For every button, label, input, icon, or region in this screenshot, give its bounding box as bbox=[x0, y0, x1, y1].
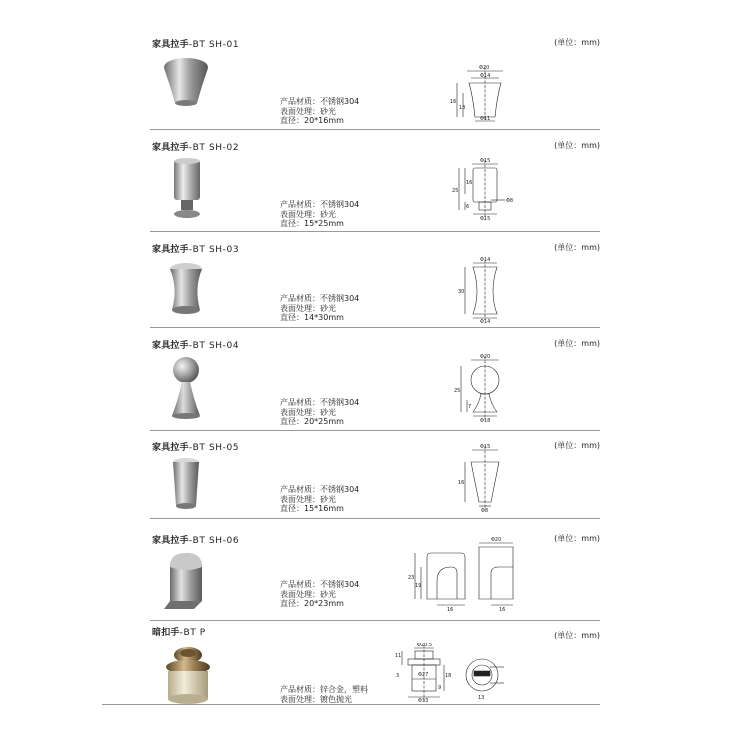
spec-text bbox=[280, 398, 359, 427]
dim-label: 25 bbox=[454, 388, 461, 394]
section-title: 暗扣手-BT P bbox=[152, 628, 206, 638]
spec-material: 产品材质：锌合金，塑料 bbox=[280, 685, 368, 694]
spec-surface: 表面处理：砂光 bbox=[280, 303, 336, 313]
dim-label: 18 bbox=[445, 673, 452, 679]
spec-material: 产品材质：不锈钢304 bbox=[280, 485, 360, 494]
product-section-bt-sh-05 bbox=[150, 440, 600, 518]
spec-surface: 表面处理：镀色抛光 bbox=[280, 694, 352, 704]
spec-material: 产品材质：不锈钢304 bbox=[280, 200, 360, 209]
spec-surface: 表面处理：砂光 bbox=[280, 494, 336, 504]
product-section-bt-sh-02 bbox=[150, 140, 600, 232]
spec-text bbox=[280, 685, 368, 704]
spec-material: 产品材质：不锈钢304 bbox=[280, 294, 360, 303]
dim-label: 3 bbox=[396, 673, 400, 679]
spec-size: 直径：20*23mm bbox=[280, 599, 344, 608]
section-title: 家具拉手-BT SH-04 bbox=[152, 341, 240, 351]
section-divider bbox=[150, 430, 600, 431]
technical-drawing bbox=[382, 643, 512, 705]
dim-label: Φ8 bbox=[481, 508, 489, 514]
dim-label: Φ14 bbox=[480, 73, 491, 79]
spec-text bbox=[280, 294, 359, 323]
section-divider bbox=[150, 620, 600, 621]
spec-material: 产品材质：不锈钢304 bbox=[280, 580, 360, 589]
spec-text bbox=[280, 580, 359, 609]
spec-material: 产品材质：不锈钢304 bbox=[280, 97, 360, 106]
spec-surface: 表面处理：砂光 bbox=[280, 106, 336, 116]
product-photo-knob bbox=[156, 260, 216, 318]
technical-drawing bbox=[445, 63, 525, 125]
dim-label: Φ8 bbox=[506, 198, 514, 204]
unit-label: (单位：mm) bbox=[554, 441, 600, 450]
product-photo-knob bbox=[156, 55, 216, 111]
bottom-rule bbox=[102, 704, 600, 705]
dim-label: Φ15 bbox=[480, 216, 491, 222]
spec-size: 直径：20*25mm bbox=[280, 417, 344, 426]
dim-label: Φ33 bbox=[418, 698, 429, 704]
dim-label: Φ15 bbox=[480, 158, 491, 164]
dim-label: 30 bbox=[458, 289, 465, 295]
dim-label: 9 bbox=[438, 685, 442, 691]
product-section-bt-sh-03 bbox=[150, 242, 600, 327]
dim-label: 23 bbox=[408, 575, 415, 581]
dim-label: 19 bbox=[415, 583, 422, 589]
unit-label: (单位：mm) bbox=[554, 141, 600, 150]
section-title: 家具拉手-BT SH-05 bbox=[152, 443, 240, 453]
product-photo-knob bbox=[156, 156, 216, 220]
dim-label: 16 bbox=[466, 180, 473, 186]
dim-label: 11 bbox=[395, 653, 402, 659]
technical-drawing bbox=[445, 352, 525, 424]
dim-label: Φ20 bbox=[491, 537, 502, 543]
dim-label: 13 bbox=[478, 695, 485, 701]
product-photo-latch bbox=[158, 643, 218, 705]
spec-size: 直径：20*16mm bbox=[280, 116, 344, 125]
spec-text bbox=[280, 485, 359, 514]
spec-surface: 表面处理：砂光 bbox=[280, 589, 336, 599]
section-divider bbox=[150, 518, 600, 519]
product-section-bt-p bbox=[150, 625, 600, 705]
dim-label: 16 bbox=[499, 607, 506, 613]
section-title: 家具拉手-BT SH-02 bbox=[152, 143, 240, 153]
dim-label: Φ20 bbox=[480, 354, 491, 360]
product-section-bt-sh-06 bbox=[150, 533, 600, 619]
section-divider bbox=[150, 327, 600, 328]
spec-surface: 表面处理：砂光 bbox=[280, 407, 336, 417]
dim-label: 25 bbox=[452, 188, 459, 194]
product-photo-knob bbox=[156, 454, 216, 514]
dim-label: Φ20.5 bbox=[417, 643, 433, 648]
dim-label: Φ14 bbox=[480, 319, 491, 324]
section-divider bbox=[150, 129, 600, 130]
spec-text bbox=[280, 97, 359, 126]
spec-size: 直径：15*16mm bbox=[280, 504, 344, 513]
technical-drawing bbox=[445, 256, 525, 324]
section-title: 家具拉手-BT SH-01 bbox=[152, 40, 240, 50]
dim-label: Φ27 bbox=[418, 672, 429, 678]
section-divider bbox=[150, 231, 600, 232]
spec-material: 产品材质：不锈钢304 bbox=[280, 398, 360, 407]
dim-label: 7 bbox=[468, 404, 472, 410]
unit-label: (单位：mm) bbox=[554, 534, 600, 543]
section-title: 家具拉手-BT SH-06 bbox=[152, 536, 240, 546]
dim-label: Φ18 bbox=[480, 418, 491, 424]
dim-label: 16 bbox=[458, 480, 465, 486]
technical-drawing bbox=[445, 442, 525, 514]
unit-label: (单位：mm) bbox=[554, 38, 600, 47]
dim-label: 16 bbox=[447, 607, 454, 613]
dim-label: Φ14 bbox=[480, 257, 491, 263]
dim-label: 6 bbox=[466, 204, 470, 210]
dim-label: Φ15 bbox=[480, 444, 491, 450]
spec-size: 直径：15*25mm bbox=[280, 219, 344, 228]
unit-label: (单位：mm) bbox=[554, 339, 600, 348]
spec-size: 直径：14*30mm bbox=[280, 313, 344, 322]
unit-label: (单位：mm) bbox=[554, 631, 600, 640]
technical-drawing bbox=[445, 156, 525, 226]
technical-drawing bbox=[395, 537, 525, 615]
product-section-bt-sh-01 bbox=[150, 37, 600, 129]
section-title: 家具拉手-BT SH-03 bbox=[152, 245, 240, 255]
unit-label: (单位：mm) bbox=[554, 243, 600, 252]
spec-surface: 表面处理：砂光 bbox=[280, 209, 336, 219]
product-photo-knob bbox=[156, 354, 216, 422]
product-section-bt-sh-04 bbox=[150, 338, 600, 430]
spec-text bbox=[280, 200, 359, 229]
dim-label: 16 bbox=[450, 99, 457, 105]
dim-label: 13 bbox=[459, 105, 466, 111]
dim-label: Φ11 bbox=[480, 116, 491, 122]
product-photo-knob bbox=[156, 549, 216, 613]
dim-label: Φ20 bbox=[479, 65, 490, 71]
